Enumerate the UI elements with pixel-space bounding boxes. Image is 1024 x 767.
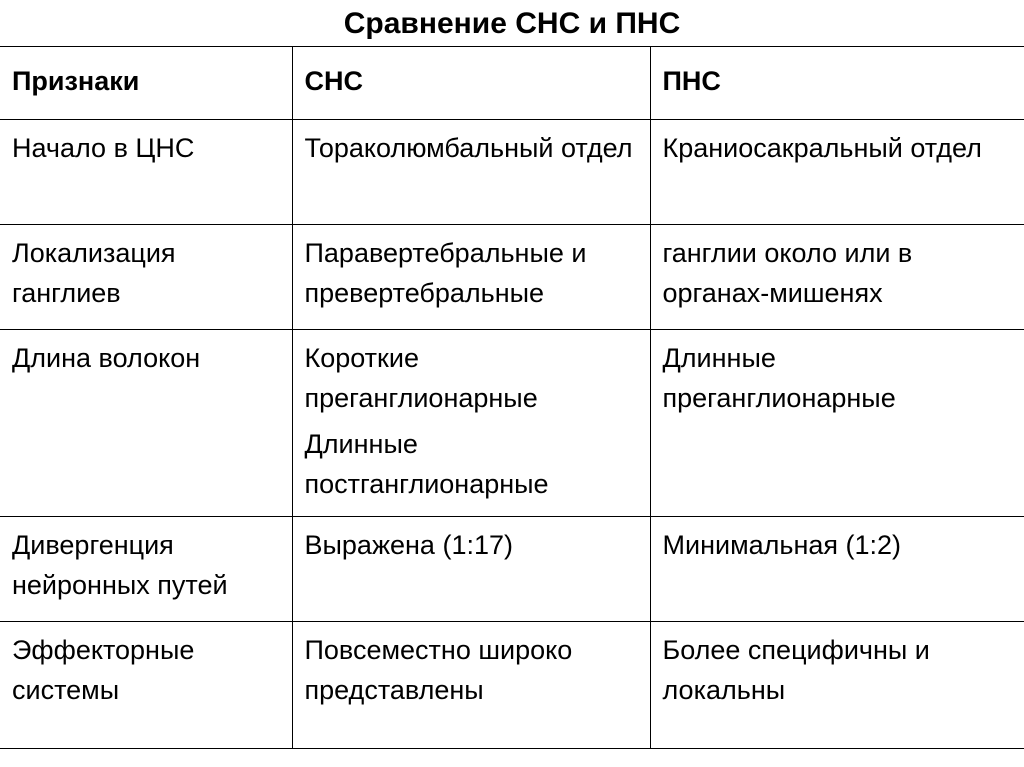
table-row (0, 225, 1024, 330)
sns-cell (292, 517, 650, 622)
sns-cell-text: Длинные постганглионарные (304, 429, 549, 499)
sns-cell (292, 120, 650, 225)
comparison-table-container (0, 46, 1024, 749)
feature-cell: Длина волокон (0, 330, 292, 517)
sns-cell-text: Тораколюмбальный отдел (304, 133, 633, 163)
feature-cell: Локализация ганглиев (0, 225, 292, 330)
header-sns: СНС (292, 47, 650, 120)
pns-cell (650, 517, 1024, 622)
pns-cell (650, 225, 1024, 330)
sns-cell-text: Выражена (1:17) (304, 530, 513, 560)
table-row (0, 622, 1024, 749)
pns-cell-text: Минимальная (1:2) (662, 530, 902, 560)
pns-cell (650, 330, 1024, 517)
sns-cell-text: Короткие преганглионарные (304, 343, 538, 413)
pns-cell-text: Длинные преганглионарные (662, 343, 896, 413)
pns-cell-text: ганглии около или в органах-мишенях (662, 238, 913, 308)
pns-cell-text: Краниосакральный отдел (662, 133, 982, 163)
comparison-table (0, 46, 1024, 749)
feature-cell: Дивергенция нейронных путей (0, 517, 292, 622)
feature-cell: Начало в ЦНС (0, 120, 292, 225)
page-title: Сравнение СНС и ПНС (343, 7, 681, 40)
sns-cell-text: Паравертебральные и превертебральные (304, 238, 587, 308)
header-pns: ПНС (650, 47, 1024, 120)
table-row (0, 330, 1024, 517)
pns-cell-text: Более специфичны и локальны (662, 635, 930, 705)
header-features: Признаки (0, 47, 292, 120)
sns-cell (292, 622, 650, 749)
sns-cell (292, 225, 650, 330)
table-header-row (0, 47, 1024, 120)
sns-cell-text: Повсеместно широко представлены (304, 635, 573, 705)
table-row (0, 120, 1024, 225)
feature-cell: Эффекторные системы (0, 622, 292, 749)
pns-cell (650, 120, 1024, 225)
table-row (0, 517, 1024, 622)
pns-cell (650, 622, 1024, 749)
sns-cell (292, 330, 650, 517)
